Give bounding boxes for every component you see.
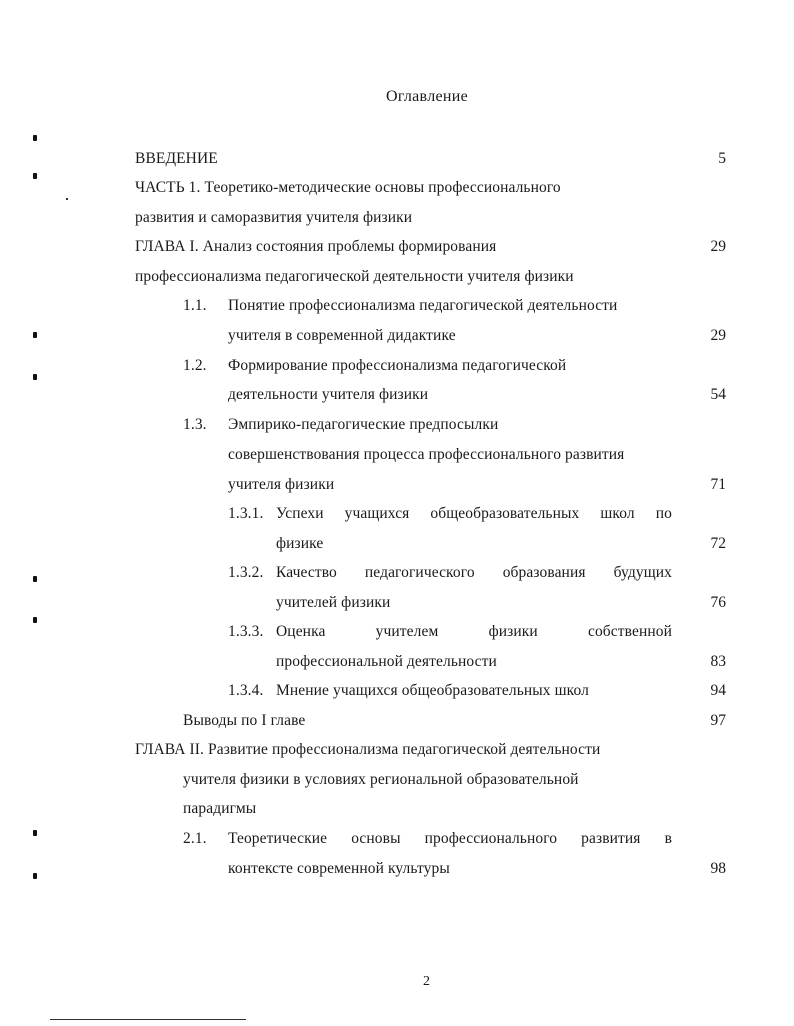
- toc-s1-3-3-line1[interactable]: Оценка учителем физики собственной: [276, 623, 672, 640]
- toc-s2-1-line2[interactable]: контексте современной культуры: [228, 860, 450, 877]
- toc-s1-3-1-line2[interactable]: физике: [276, 535, 324, 552]
- toc-intro-page: 5: [718, 150, 726, 167]
- toc-s1-3-1-number: 1.3.1.: [228, 505, 264, 522]
- scan-mark: [33, 830, 37, 836]
- toc-s1-2-line1[interactable]: Формирование профессионализма педагогической: [228, 357, 567, 374]
- toc-intro[interactable]: ВВЕДЕНИЕ: [135, 150, 218, 167]
- toc-part1-line1[interactable]: ЧАСТЬ 1. Теоретико-методические основы профессионального: [135, 179, 561, 196]
- toc-s1-3-page: 71: [710, 476, 726, 493]
- toc-s1-3-3-page: 83: [710, 653, 726, 670]
- toc-s1-3-line2[interactable]: совершенствования процесса профессионального развития: [228, 446, 625, 463]
- toc-conclusions1[interactable]: Выводы по I главе: [183, 712, 306, 729]
- toc-s1-2-page: 54: [710, 386, 726, 403]
- toc-s1-3-number: 1.3.: [183, 416, 207, 433]
- toc-s1-3-1-page: 72: [710, 535, 726, 552]
- toc-ch1-line1[interactable]: ГЛАВА I. Анализ состояния проблемы формирования: [135, 238, 497, 255]
- bottom-rule: [50, 1019, 246, 1020]
- toc-ch2-line2[interactable]: учителя физики в условиях региональной образовательной: [183, 771, 579, 788]
- scan-mark: [33, 576, 37, 582]
- toc-part1-line2[interactable]: развития и саморазвития учителя физики: [135, 209, 413, 226]
- scan-speck: [66, 198, 68, 200]
- toc-ch1-line2[interactable]: профессионализма педагогической деятельности учителя физики: [135, 268, 574, 285]
- toc-s1-3-4-number: 1.3.4.: [228, 682, 264, 699]
- toc-s1-3-4-line1[interactable]: Мнение учащихся общеобразовательных школ: [276, 682, 589, 699]
- scan-mark: [33, 873, 37, 879]
- toc-s1-3-4-page: 94: [710, 682, 726, 699]
- scan-mark: [33, 332, 37, 338]
- toc-ch2-line3[interactable]: парадигмы: [183, 800, 257, 817]
- toc-conclusions1-page: 97: [710, 712, 726, 729]
- toc-s1-3-2-line1[interactable]: Качество педагогического образования будущих: [276, 564, 672, 581]
- toc-ch1-page: 29: [710, 238, 726, 255]
- toc-s1-3-3-line2[interactable]: профессиональной деятельности: [276, 653, 497, 670]
- toc-s1-3-1-line1[interactable]: Успехи учащихся общеобразовательных школ по: [276, 505, 672, 522]
- toc-s1-3-2-page: 76: [710, 594, 726, 611]
- toc-s1-1-page: 29: [710, 327, 726, 344]
- toc-s1-1-line1[interactable]: Понятие профессионализма педагогической деятельности: [228, 297, 618, 314]
- scan-mark: [33, 173, 37, 179]
- toc-s2-1-number: 2.1.: [183, 830, 207, 847]
- toc-s1-2-number: 1.2.: [183, 357, 207, 374]
- toc-s1-3-line1[interactable]: Эмпирико-педагогические предпосылки: [228, 416, 499, 433]
- scan-mark: [33, 135, 37, 141]
- toc-s2-1-page: 98: [710, 860, 726, 877]
- toc-s1-2-line2[interactable]: деятельности учителя физики: [228, 386, 429, 403]
- scan-mark: [33, 374, 37, 380]
- page-number: 2: [423, 974, 430, 989]
- toc-s1-3-2-line2[interactable]: учителей физики: [276, 594, 391, 611]
- toc-s1-3-line3[interactable]: учителя физики: [228, 476, 335, 493]
- scan-mark: [33, 617, 37, 623]
- page-title: Оглавление: [385, 88, 469, 105]
- toc-s1-1-line2[interactable]: учителя в современной дидактике: [228, 327, 456, 344]
- toc-s1-1-number: 1.1.: [183, 297, 207, 314]
- toc-s1-3-2-number: 1.3.2.: [228, 564, 264, 581]
- toc-s2-1-line1[interactable]: Теоретические основы профессионального развития в: [228, 830, 672, 847]
- toc-ch2-line1[interactable]: ГЛАВА II. Развитие профессионализма педагогической деятельности: [135, 741, 601, 758]
- toc-s1-3-3-number: 1.3.3.: [228, 623, 264, 640]
